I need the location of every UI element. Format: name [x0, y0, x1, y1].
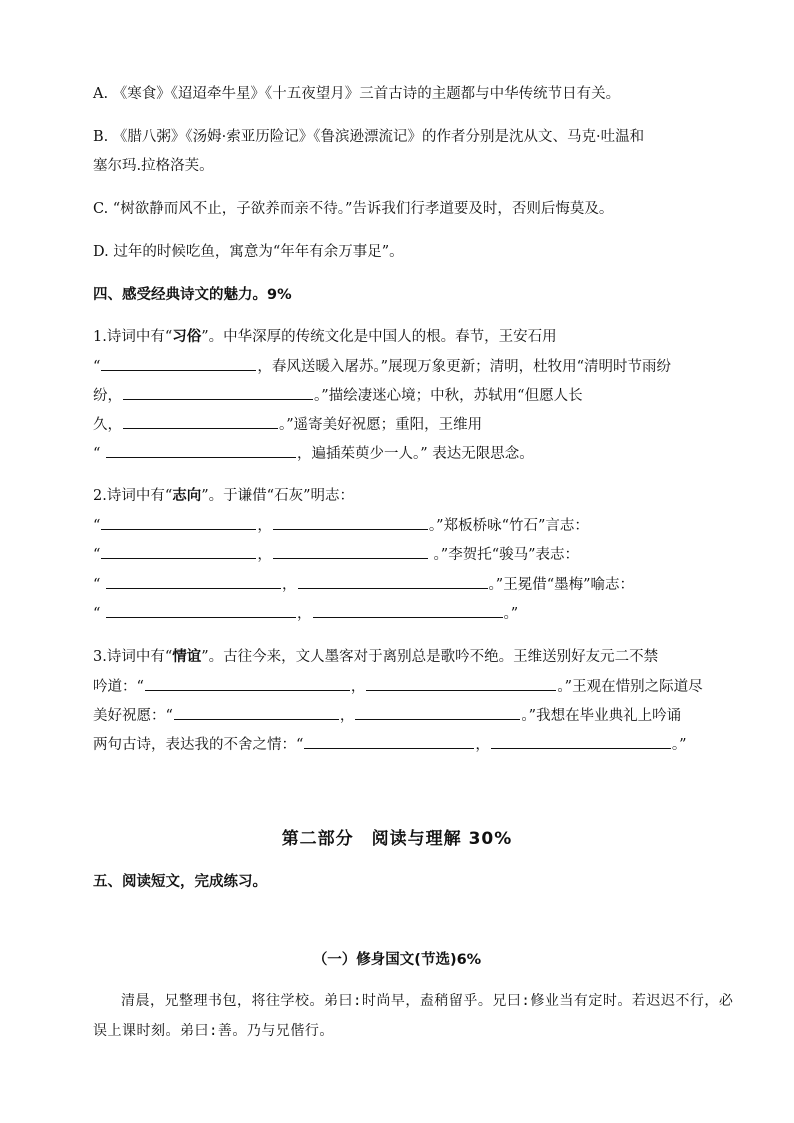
q1-line3	[93, 385, 583, 406]
answer-blank[interactable]	[313, 603, 503, 618]
answer-blank[interactable]	[273, 544, 428, 559]
open-quote: “	[93, 577, 106, 593]
answer-blank[interactable]	[145, 676, 350, 691]
q2-line1	[93, 486, 354, 506]
part2-title: 第二部分 阅读与理解 30%	[281, 829, 513, 849]
answer-blank[interactable]	[355, 705, 520, 720]
q3-line2-lead: 吟道：“	[93, 679, 144, 695]
answer-blank[interactable]	[298, 574, 488, 589]
q1-line1-rest: ”。中华深厚的传统文化是中国人的根。春节，王安石用	[201, 329, 557, 345]
answer-blank[interactable]	[106, 574, 281, 589]
answer-blank[interactable]	[174, 705, 339, 720]
answer-blank[interactable]	[273, 515, 428, 530]
q1-line5-text: ，遍插茱萸少一人。” 表达无限思念。	[297, 446, 534, 462]
answer-blank[interactable]	[491, 734, 671, 749]
q2-line5-text: 。”	[503, 606, 519, 622]
option-b-line1: B. 《腊八粥》《汤姆·索亚历险记》《鲁滨逊漂流记》的作者分别是沈从文、马克·吐温和	[93, 129, 645, 145]
open-quote: “	[93, 446, 106, 462]
answer-blank[interactable]	[106, 603, 296, 618]
answer-blank[interactable]	[123, 414, 278, 429]
q1-line2	[93, 356, 671, 377]
answer-blank[interactable]	[101, 515, 256, 530]
q1-keyword: 习俗	[172, 329, 202, 345]
q3-line1-rest: ”。古往今来，文人墨客对于离别总是歌吟不绝。王维送别好友元二不禁	[201, 649, 659, 665]
comma: ，	[257, 518, 272, 534]
open-quote: “	[93, 518, 101, 534]
comma: ，	[339, 708, 355, 724]
option-d: D. 过年的时候吃鱼，寓意为“年年有余万事足”。	[93, 244, 404, 260]
q2-line2-text: 。”郑板桥咏“竹石”言志：	[428, 518, 589, 534]
q1-line1	[93, 327, 557, 347]
comma: ，	[297, 606, 312, 622]
q2-line3	[93, 544, 579, 565]
comma: ，	[282, 577, 297, 593]
passage1-title: （一）修身国文(节选)6%	[312, 952, 482, 968]
open-quote: “	[93, 359, 101, 375]
open-quote: “	[93, 606, 106, 622]
q1-line2-text: ，春风送暖入屠苏。”展现万象更新；清明，杜牧用“清明时节雨纷	[257, 359, 671, 375]
q3-keyword: 情谊	[172, 649, 202, 665]
q3-line1	[93, 647, 658, 667]
q1-line4-lead: 久，	[93, 417, 122, 433]
q2-keyword: 志向	[172, 488, 202, 504]
option-b-line2: 塞尔玛.拉格洛芙。	[93, 158, 214, 174]
section4-heading: 四、感受经典诗文的魅力。9%	[93, 287, 292, 303]
q1-line4	[93, 414, 482, 435]
q3-line3-text: 。”我想在毕业典礼上吟诵	[521, 708, 682, 724]
q2-line5	[93, 603, 518, 624]
q3-line4-lead: 两句古诗，表达我的不舍之情：“	[93, 737, 304, 753]
open-quote: “	[93, 547, 101, 563]
section5-heading: 五、阅读短文，完成练习。	[93, 874, 267, 890]
q2-line4-text: 。”王冕借“墨梅”喻志：	[488, 577, 635, 593]
q1-line3-text: 。”描绘凄迷心境；中秋，苏轼用“但愿人长	[314, 388, 583, 404]
answer-blank[interactable]	[366, 676, 556, 691]
q2-line4	[93, 574, 634, 595]
q3-line2	[93, 676, 703, 697]
answer-blank[interactable]	[101, 544, 256, 559]
q3-line4-text: 。”	[671, 737, 687, 753]
comma: ，	[475, 737, 490, 753]
q1-line4-text: 。”遥寄美好祝愿；重阳，王维用	[279, 417, 483, 433]
q2-line3-text: 。”李贺托“骏马”表志：	[428, 547, 580, 563]
answer-blank[interactable]	[123, 385, 313, 400]
option-c: C. “树欲静而风不止，子欲养而亲不待。”告诉我们行孝道要及时，否则后悔莫及。	[93, 201, 614, 217]
answer-blank[interactable]	[101, 356, 256, 371]
q1-line5	[93, 443, 534, 464]
comma: ，	[350, 679, 366, 695]
passage1-text: 清晨，兄整理书包，将往学校。弟曰:时尚早，盍稍留乎。兄曰:修业当有定时。若迟迟不行，必误上课时刻。弟曰:善。乃与兄偕行。	[93, 993, 734, 1039]
answer-blank[interactable]	[106, 443, 296, 458]
q3-line3-lead: 美好祝愿：“	[93, 708, 173, 724]
comma: ，	[257, 547, 272, 563]
answer-blank[interactable]	[304, 734, 474, 749]
q2-line1-rest: ”。于谦借“石灰”明志：	[201, 488, 354, 504]
q3-prefix: 3.诗词中有“	[93, 649, 173, 665]
q2-line2	[93, 515, 589, 536]
q1-prefix: 1.诗词中有“	[93, 329, 173, 345]
q3-line3	[93, 705, 681, 726]
q2-prefix: 2.诗词中有“	[93, 488, 173, 504]
option-a: A. 《寒食》《迢迢牵牛星》《十五夜望月》三首古诗的主题都与中华传统节日有关。	[93, 86, 621, 102]
q3-line2-text: 。”王观在惜别之际道尽	[557, 679, 703, 695]
q3-line4	[93, 734, 687, 755]
q1-line3-lead: 纷，	[93, 388, 122, 404]
